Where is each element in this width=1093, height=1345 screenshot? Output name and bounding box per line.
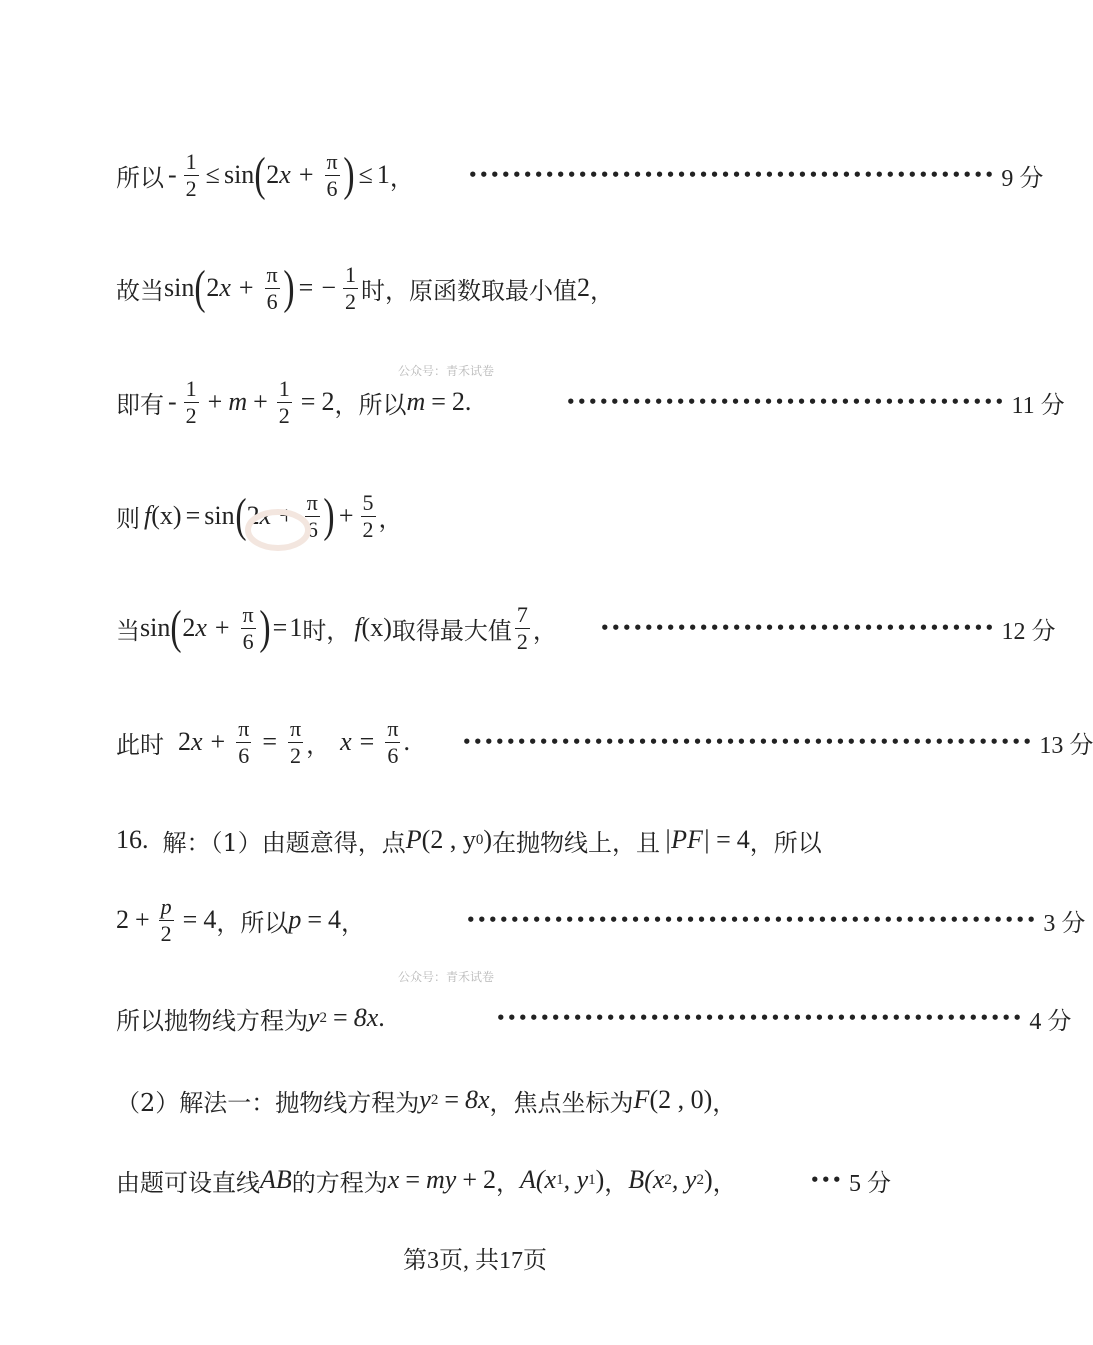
fraction: $\frac{p}{2}$ bbox=[160, 894, 172, 946]
punct: ， bbox=[604, 1168, 629, 1197]
text: ，所以 bbox=[334, 390, 407, 419]
coef: 2 bbox=[246, 501, 260, 530]
equals: = bbox=[405, 1165, 420, 1194]
dot-leader-6: •••••••••••••••••••••••••••••••••••••••••••••••••••• 13 分 bbox=[462, 712, 870, 772]
plus: + bbox=[253, 387, 268, 416]
fraction: $\frac{1}{2}$ bbox=[185, 376, 197, 428]
score-mark: 13 分 bbox=[1039, 732, 1093, 759]
coords: (2 , 0) bbox=[649, 1085, 713, 1114]
subscript: 1 bbox=[588, 1171, 596, 1188]
point-B: B bbox=[628, 1165, 645, 1194]
var-m: m bbox=[228, 387, 248, 416]
dot-leader-5: •••••••••••••••••••••••••••••••••••• 12 分 bbox=[600, 598, 872, 658]
sin: sin bbox=[164, 273, 195, 302]
coords: , y bbox=[563, 1165, 589, 1194]
var-m: m bbox=[406, 387, 426, 416]
point-F: F bbox=[633, 1085, 650, 1114]
plus: + bbox=[338, 501, 354, 530]
one: 1 bbox=[289, 613, 303, 642]
text: 在抛物线上，且 bbox=[492, 828, 661, 857]
dot-leader-11: ••• 5 分 bbox=[810, 1150, 886, 1210]
fraction: $\frac{1}{2}$ bbox=[344, 262, 356, 314]
text: 时， bbox=[302, 616, 351, 645]
plus: + bbox=[210, 727, 226, 756]
rhs: 8x bbox=[353, 1003, 379, 1032]
point-P: P bbox=[405, 825, 422, 854]
plus: + bbox=[298, 160, 314, 189]
le-sign: ≤ bbox=[358, 160, 373, 189]
one: 1 bbox=[376, 160, 390, 189]
var-p: p bbox=[288, 905, 302, 934]
equals: = bbox=[359, 727, 375, 756]
line-7 bbox=[116, 810, 822, 870]
func-f: f bbox=[354, 613, 362, 642]
value: 2 bbox=[482, 1165, 496, 1194]
coef: 2 bbox=[206, 273, 220, 302]
fraction: $\frac{\pi}{6}$ bbox=[326, 149, 338, 201]
text: 故当 bbox=[116, 276, 164, 305]
equals: = bbox=[333, 1003, 348, 1032]
line-3 bbox=[116, 372, 471, 432]
arg: (x) bbox=[151, 501, 182, 530]
coords: (2 , y bbox=[421, 825, 476, 854]
text: （2）解法一：抛物线方程为 bbox=[116, 1088, 420, 1117]
value: 2 bbox=[576, 273, 590, 302]
fraction: $\frac{\pi}{6}$ bbox=[238, 716, 250, 768]
line-4: 则 f (x) = sin ( 2 x + $\frac{\pi}{6}$ ) + $\frac{5}{2}$ ， bbox=[116, 489, 403, 542]
value: 4 bbox=[328, 905, 342, 934]
plus: + bbox=[279, 501, 294, 530]
punct: ， bbox=[378, 504, 403, 533]
le-sign: ≤ bbox=[205, 160, 220, 189]
line-10 bbox=[116, 1070, 736, 1130]
coef: 2 bbox=[266, 160, 280, 189]
coef: 2 bbox=[182, 613, 196, 642]
value: 4 bbox=[203, 905, 217, 934]
equals: = bbox=[716, 825, 731, 854]
equals: = bbox=[444, 1085, 459, 1114]
fraction: $\frac{1}{2}$ bbox=[278, 376, 290, 428]
watermark: 公众号：青禾试卷 bbox=[398, 970, 495, 984]
var-x: x bbox=[219, 273, 231, 302]
subscript: 0 bbox=[475, 831, 484, 848]
equals: = bbox=[182, 905, 198, 934]
score-mark: 5 分 bbox=[848, 1170, 891, 1197]
score-mark: 12 分 bbox=[1001, 618, 1056, 645]
equals: = bbox=[262, 727, 277, 756]
text: 即有 bbox=[116, 390, 164, 419]
text: 所以抛物线方程为 bbox=[116, 1006, 308, 1035]
text: 所以 bbox=[116, 163, 164, 192]
superscript: 2 bbox=[430, 1091, 439, 1108]
text: 时，原函数取最小值 bbox=[360, 276, 577, 305]
text: 当 bbox=[116, 616, 140, 645]
punct: ， bbox=[495, 1168, 520, 1197]
equals: = bbox=[298, 273, 314, 302]
coef: 2 bbox=[178, 727, 191, 756]
var-x: x bbox=[195, 613, 207, 642]
plus: + bbox=[462, 1165, 477, 1194]
coords: (x bbox=[644, 1165, 665, 1194]
equals: = bbox=[307, 905, 323, 934]
paren: ) bbox=[703, 1165, 713, 1194]
value: 2 bbox=[321, 387, 335, 416]
var-x: x bbox=[387, 1165, 400, 1194]
text: 解：（1）由题意得，点 bbox=[162, 828, 406, 857]
minus-sign: − bbox=[321, 273, 336, 302]
faint-stamp-mark bbox=[238, 500, 318, 560]
minus-sign: - bbox=[168, 160, 177, 189]
line-9 bbox=[116, 988, 385, 1048]
sin: sin bbox=[140, 613, 171, 642]
text: 由题可设直线 bbox=[116, 1168, 260, 1197]
score-mark: 3 分 bbox=[1043, 910, 1086, 937]
superscript: 2 bbox=[319, 1009, 328, 1026]
equals: = bbox=[300, 387, 316, 416]
punct: . bbox=[378, 1003, 385, 1032]
dot-leader-3: •••••••••••••••••••••••••••••••••••••••• 11 分 bbox=[566, 372, 862, 432]
punct: ， bbox=[306, 730, 331, 759]
subscript: 1 bbox=[556, 1171, 564, 1188]
var-y: y bbox=[308, 1003, 320, 1032]
punct: ， bbox=[532, 616, 557, 645]
fraction: $\frac{\pi}{2}$ bbox=[290, 716, 302, 768]
line-5: 当 sin ( 2 x + $\frac{\pi}{6}$ ) = 1 时， f (x) 取得最大值 $\frac{7}{2}$ ， bbox=[116, 601, 557, 654]
punct: ， bbox=[712, 1088, 737, 1117]
punct: ， bbox=[712, 1168, 737, 1197]
fraction: $\frac{5}{2}$ bbox=[362, 490, 374, 542]
page-footer: 第3页, 共17页 bbox=[403, 1248, 547, 1274]
minus-sign: - bbox=[168, 387, 177, 416]
value: 2 bbox=[451, 387, 465, 416]
line-AB: AB bbox=[260, 1165, 292, 1194]
line-1: 所以 - $\frac{1}{2}$ ≤ sin ( 2 x + $\frac{\pi}{6}$ ) ≤ 1 ， bbox=[116, 148, 414, 201]
value: 2 bbox=[116, 905, 129, 934]
punct: ， bbox=[589, 276, 614, 305]
fraction: $\frac{\pi}{6}$ bbox=[266, 262, 278, 314]
punct: ， bbox=[341, 908, 366, 937]
line-6 bbox=[116, 712, 410, 772]
var-x: x bbox=[191, 727, 203, 756]
dot-leader-9: •••••••••••••••••••••••••••••••••••••••••••••••• 4 分 bbox=[496, 988, 864, 1048]
func-f: f bbox=[144, 501, 152, 530]
fraction: $\frac{\pi}{6}$ bbox=[306, 490, 318, 542]
plus: + bbox=[207, 387, 223, 416]
var-x: x bbox=[340, 727, 352, 756]
text: 取得最大值 bbox=[391, 616, 512, 645]
punct: . bbox=[464, 387, 472, 416]
var-y: y bbox=[419, 1085, 431, 1114]
sin: sin bbox=[223, 160, 255, 189]
text: ，所以 bbox=[749, 828, 822, 857]
equals: = bbox=[431, 387, 446, 416]
plus: + bbox=[238, 273, 254, 302]
paren: ) bbox=[483, 825, 493, 854]
fraction: $\frac{7}{2}$ bbox=[516, 602, 528, 654]
coords: (x bbox=[535, 1165, 557, 1194]
subscript: 2 bbox=[664, 1171, 672, 1188]
watermark: 公众号：青禾试卷 bbox=[398, 364, 495, 378]
punct: . bbox=[403, 727, 410, 756]
text: 此时 bbox=[116, 730, 164, 759]
line-11 bbox=[116, 1150, 737, 1210]
score-mark: 11 分 bbox=[1011, 392, 1065, 419]
punct: ， bbox=[389, 163, 414, 192]
fraction: $\frac{1}{2}$ bbox=[185, 149, 197, 201]
paren: ) bbox=[595, 1165, 605, 1194]
coords: , y bbox=[671, 1165, 697, 1194]
abs-PF: |PF| bbox=[664, 825, 711, 854]
plus: + bbox=[214, 613, 230, 642]
fraction: $\frac{\pi}{6}$ bbox=[242, 602, 254, 654]
arg: (x) bbox=[361, 613, 392, 642]
plus: + bbox=[135, 905, 150, 934]
dot-leader-1: •••••••••••••••••••••••••••••••••••••••••••••••• 9 分 bbox=[468, 145, 840, 205]
text: ，焦点坐标为 bbox=[489, 1088, 634, 1117]
equals: = bbox=[185, 501, 201, 530]
equals: = bbox=[272, 613, 288, 642]
text: ，所以 bbox=[216, 908, 289, 937]
score-mark: 9 分 bbox=[1001, 165, 1044, 192]
score-mark: 4 分 bbox=[1029, 1008, 1072, 1035]
rhs: 8x bbox=[465, 1085, 490, 1114]
text: 的方程为 bbox=[291, 1168, 388, 1197]
line-8 bbox=[116, 890, 365, 950]
text: 则 bbox=[116, 504, 140, 533]
sin: sin bbox=[204, 501, 235, 530]
dot-leader-8: •••••••••••••••••••••••••••••••••••••••••••••••••••• 3 分 bbox=[466, 890, 862, 950]
value: 4 bbox=[736, 825, 750, 854]
line-2: 故当 sin ( 2 x + $\frac{\pi}{6}$ ) = − $\frac{1}{2}$ 时，原函数取最小值 2 ， bbox=[116, 261, 614, 314]
point-A: A bbox=[519, 1165, 536, 1194]
question-number: 16. bbox=[116, 825, 149, 854]
fraction: $\frac{\pi}{6}$ bbox=[387, 716, 399, 768]
var-x: x bbox=[279, 160, 291, 189]
my: my bbox=[425, 1165, 457, 1194]
var-x: x bbox=[259, 501, 272, 530]
subscript: 2 bbox=[696, 1171, 704, 1188]
